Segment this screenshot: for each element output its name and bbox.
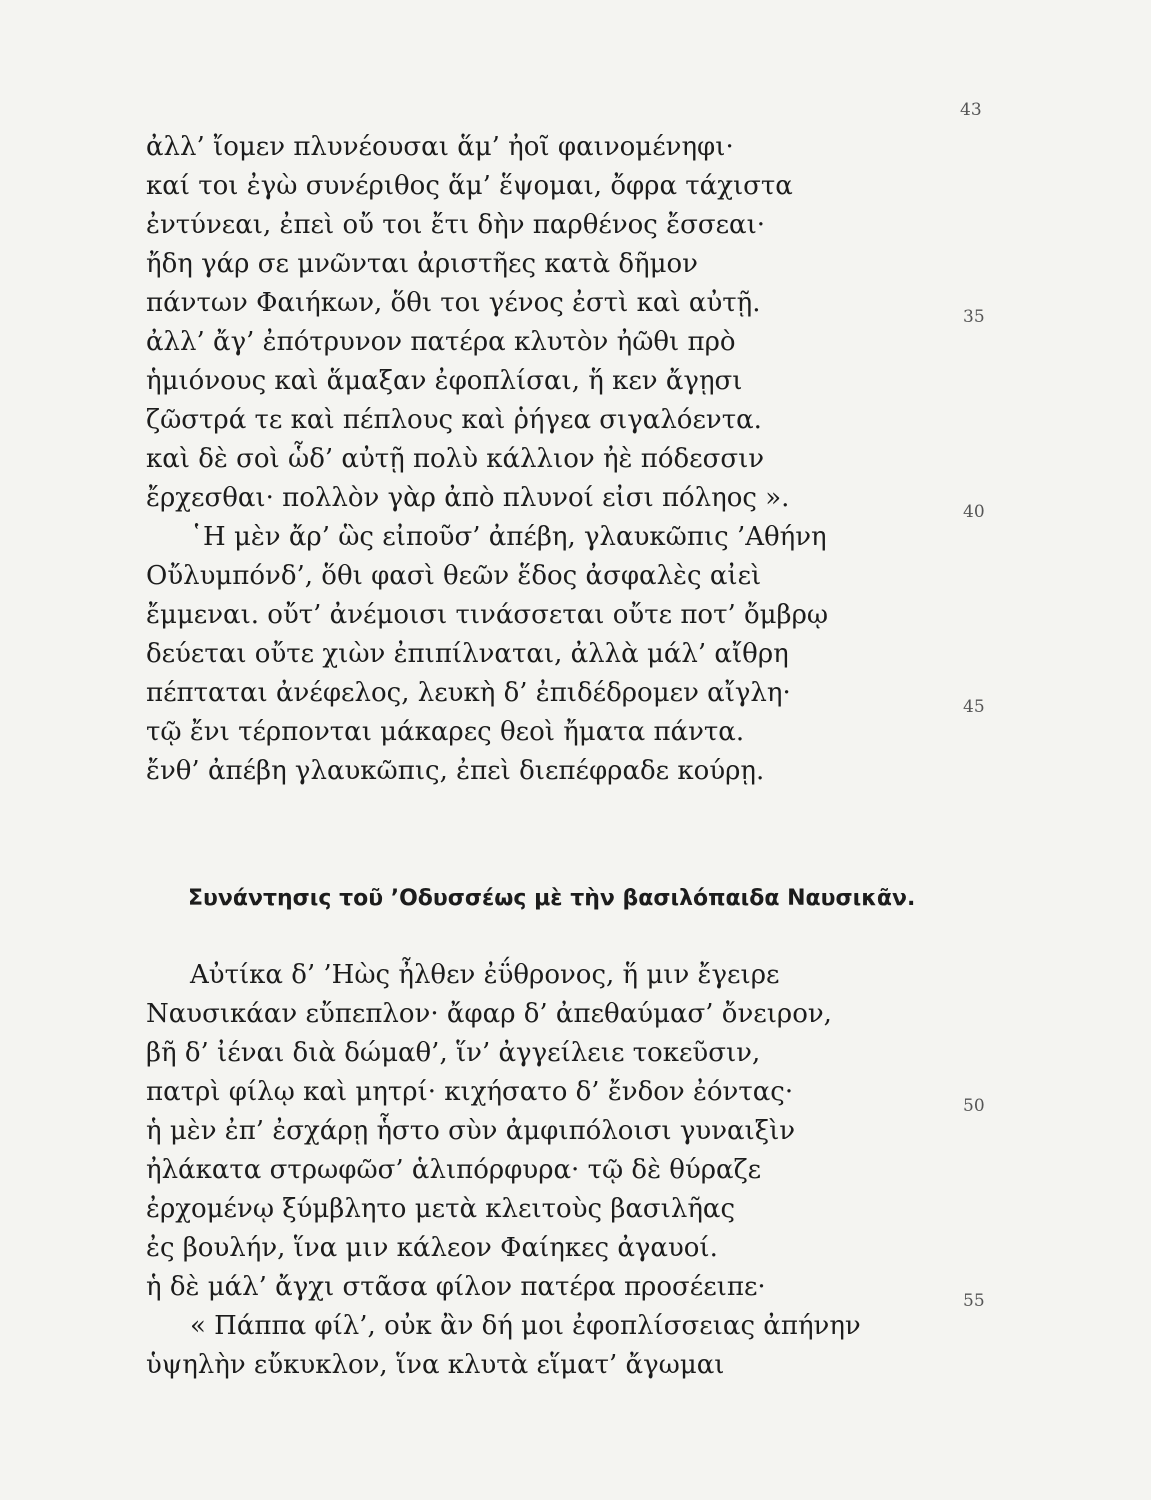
verse-line	[146, 674, 985, 717]
verse-text: πατρὶ φίλῳ καὶ μητρί· κιχήσατο δ’ ἔνδον ἐόντας·	[146, 1077, 794, 1107]
line-number: 55	[963, 1291, 985, 1311]
verse-line	[146, 956, 946, 995]
page-number: 43	[960, 100, 982, 120]
verse-text: ἔρχεσθαι· πολλὸν γὰρ ἀπὸ πλυνοί εἰσι πόληος ».	[146, 483, 790, 513]
verse-text: ἡμιόνους καὶ ἅμαξαν ἐφοπλίσαι, ἥ κεν ἄγῃσι	[146, 366, 743, 396]
verse-line	[146, 635, 946, 674]
verse-line	[146, 1268, 985, 1311]
verse-text: Αὐτίκα δ’ ’Ηὼς ἦλθεν ἐΰθρονος, ἥ μιν ἔγειρε	[190, 960, 780, 990]
verse-text: καί τοι ἐγὼ συνέριθος ἅμ’ ἕψομαι, ὄφρα τάχιστα	[146, 171, 793, 201]
verse-text: ἔμμεναι. οὔτ’ ἀνέμοισι τινάσσεται οὔτε ποτ’ ὄμβρῳ	[146, 600, 829, 630]
verse-text: ὑψηλὴν εὔκυκλον, ἵνα κλυτὰ εἵματ’ ἄγωμαι	[146, 1350, 725, 1380]
verse-line	[146, 1190, 946, 1229]
verse-text: τῷ ἔνι τέρπονται μάκαρες θεοὶ ἤματα πάντα.	[146, 717, 745, 747]
verse-line	[146, 440, 946, 479]
line-number: 45	[963, 697, 985, 717]
line-number: 50	[963, 1096, 985, 1116]
verse-text: ἐντύνεαι, ἐπεὶ οὔ τοι ἔτι δὴν παρθένος ἔσσεαι·	[146, 210, 766, 240]
verse-passage-2	[146, 956, 985, 1385]
verse-line	[146, 479, 985, 522]
verse-line	[146, 596, 946, 635]
verse-passage-1	[146, 128, 985, 791]
verse-text: ἀλλ’ ἴομεν πλυνέουσαι ἅμ’ ἠοῖ φαινομένηφι·	[146, 132, 734, 162]
verse-text: ἠλάκατα στρωφῶσ’ ἁλιπόρφυρα· τῷ δὲ θύραζε	[146, 1155, 762, 1185]
verse-text: πέπταται ἀνέφελος, λευκὴ δ’ ἐπιδέδρομεν αἴγλη·	[146, 678, 791, 708]
verse-line	[146, 557, 946, 596]
verse-text: ἡ μὲν ἐπ’ ἐσχάρῃ ἧστο σὺν ἀμφιπόλοισι γυναιξὶν	[146, 1116, 796, 1146]
verse-text: « Πάππα φίλ’, οὐκ ἂν δή μοι ἐφοπλίσσειας ἀπήνην	[190, 1311, 861, 1341]
verse-text: βῆ δ’ ἰέναι διὰ δώμαθ’, ἵν’ ἀγγείλειε τοκεῦσιν,	[146, 1038, 761, 1068]
verse-line	[146, 362, 946, 401]
verse-text: ἔνθ’ ἀπέβη γλαυκῶπις, ἐπεὶ διεπέφραδε κούρῃ.	[146, 756, 765, 786]
section-heading: Συνάντησις τοῦ ’Οδυσσέως μὲ τὴν βασιλόπαιδα Ναυσικᾶν.	[188, 886, 916, 911]
verse-text: ἐς βουλήν, ἵνα μιν κάλεον Φαίηκες ἀγαυοί.	[146, 1233, 718, 1263]
verse-line	[146, 128, 946, 167]
verse-line	[146, 245, 946, 284]
verse-text: ἐρχομένῳ ξύμβλητο μετὰ κλειτοὺς βασιλῆας	[146, 1194, 736, 1224]
verse-line	[146, 1034, 946, 1073]
verse-text: Οὔλυμπόνδ’, ὅθι φασὶ θεῶν ἕδος ἀσφαλὲς αἰεὶ	[146, 561, 762, 591]
verse-text: ῾Η μὲν ἄρ’ ὣς εἰποῦσ’ ἀπέβη, γλαυκῶπις ’Αθήνη	[190, 522, 827, 552]
verse-text: ζῶστρά τε καὶ πέπλους καὶ ῥήγεα σιγαλόεντα.	[146, 405, 762, 435]
line-number: 40	[963, 502, 985, 522]
verse-line	[146, 995, 946, 1034]
verse-line	[146, 206, 946, 245]
verse-line	[146, 1307, 946, 1346]
verse-text: ἡ δὲ μάλ’ ἄγχι στᾶσα φίλον πατέρα προσέειπε·	[146, 1272, 766, 1302]
verse-line	[146, 1112, 946, 1151]
verse-line	[146, 1073, 985, 1116]
verse-line	[146, 1346, 946, 1385]
verse-line	[146, 1229, 946, 1268]
verse-text: καὶ δὲ σοὶ ὧδ’ αὐτῇ πολὺ κάλλιον ἠὲ πόδεσσιν	[146, 444, 765, 474]
verse-line	[146, 713, 946, 752]
verse-text: Ναυσικάαν εὔπεπλον· ἄφαρ δ’ ἀπεθαύμασ’ ὄνειρον,	[146, 999, 832, 1029]
verse-text: πάντων Φαιήκων, ὅθι τοι γένος ἐστὶ καὶ αὐτῇ.	[146, 288, 761, 318]
verse-text: δεύεται οὔτε χιὼν ἐπιπίλναται, ἀλλὰ μάλ’ αἴθρη	[146, 639, 789, 669]
verse-line	[146, 518, 946, 557]
verse-line	[146, 284, 985, 327]
line-number: 35	[963, 307, 985, 327]
verse-line	[146, 167, 946, 206]
verse-line	[146, 401, 946, 440]
verse-line	[146, 323, 946, 362]
verse-line	[146, 752, 946, 791]
verse-text: ἀλλ’ ἄγ’ ἐπότρυνον πατέρα κλυτὸν ἠῶθι πρὸ	[146, 327, 736, 357]
verse-text: ἤδη γάρ σε μνῶνται ἀριστῆες κατὰ δῆμον	[146, 249, 698, 279]
verse-line	[146, 1151, 946, 1190]
